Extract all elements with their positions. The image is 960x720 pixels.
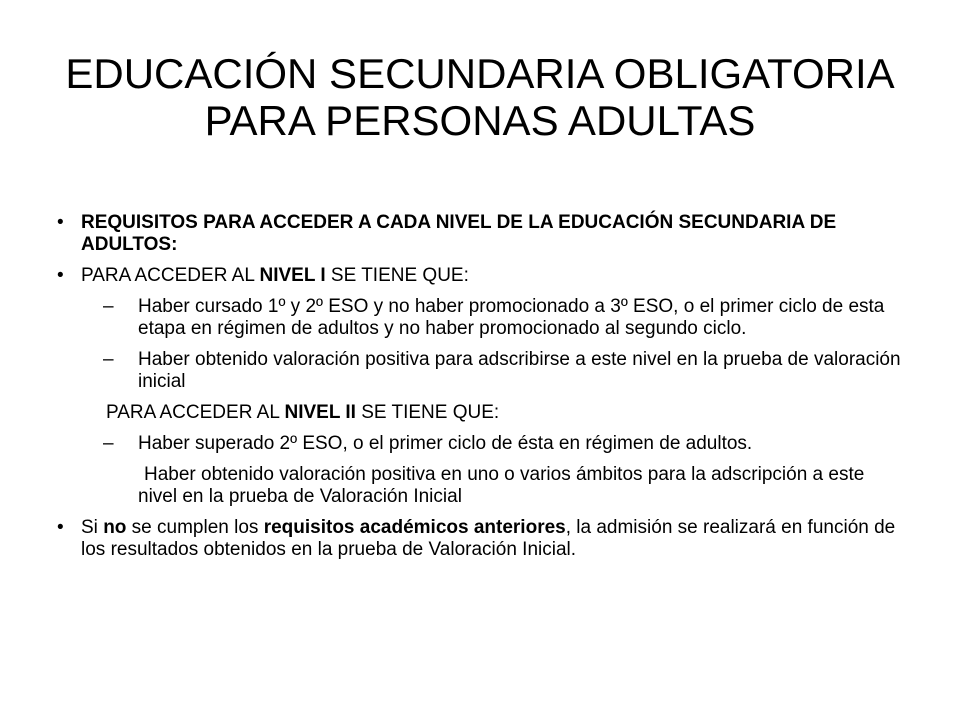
nivel1-label: NIVEL I	[259, 265, 326, 286]
bullet-marker: •	[57, 517, 64, 538]
bullet-requisitos-heading	[56, 212, 906, 256]
dash-nivel2-req1	[56, 433, 906, 455]
final-bold-requisitos: requisitos académicos anteriores	[263, 517, 566, 538]
nivel2-req1-text: Haber superado 2º ESO, o el primer ciclo de ésta en régimen de adultos.	[138, 433, 753, 454]
final-post: , la admisión se realizará en función de los resultados obtenidos en la prueba de Valoración Inicial.	[81, 517, 896, 560]
nivel1-intro-post: SE TIENE QUE:	[325, 265, 469, 286]
bullet-final-note	[56, 517, 906, 561]
slide-title: EDUCACIÓN SECUNDARIA OBLIGATORIA PARA PERSONAS ADULTAS	[65, 50, 895, 144]
nivel2-intro-pre: PARA ACCEDER AL	[106, 402, 285, 423]
final-bold-no: no	[103, 517, 127, 538]
requisitos-heading-text: REQUISITOS PARA ACCEDER A CADA NIVEL DE LA EDUCACIÓN SECUNDARIA DE ADULTOS:	[81, 212, 837, 255]
nivel1-intro-pre: PARA ACCEDER AL	[81, 265, 260, 286]
nivel2-req2-text: Haber obtenido valoración positiva en uno o varios ámbitos para la adscripción a este nivel en la prueba de Valoración Inicial	[138, 464, 865, 507]
final-pre: Si	[81, 517, 104, 538]
nivel1-req1-text: Haber cursado 1º y 2º ESO y no haber promocionado a 3º ESO, o el primer ciclo de esta etapa en régimen de adultos y no haber promocionado al segundo ciclo.	[138, 296, 885, 339]
bullet-marker: •	[57, 265, 64, 286]
bullet-nivel1-intro	[56, 265, 906, 287]
nivel2-intro-post: SE TIENE QUE:	[355, 402, 500, 423]
nivel2-intro	[56, 402, 906, 424]
final-mid: se cumplen los	[126, 517, 264, 538]
slide-content	[56, 212, 906, 570]
dash-marker: –	[103, 349, 114, 370]
nivel2-req2	[56, 464, 906, 508]
dash-marker: –	[103, 433, 114, 454]
nivel1-req2-text: Haber obtenido valoración positiva para adscribirse a este nivel en la prueba de valoración inicial	[138, 349, 901, 392]
nivel2-label: NIVEL II	[284, 402, 356, 423]
bullet-marker: •	[57, 212, 64, 233]
dash-nivel1-req2	[56, 349, 906, 393]
dash-nivel1-req1	[56, 296, 906, 340]
dash-marker: –	[103, 296, 114, 317]
